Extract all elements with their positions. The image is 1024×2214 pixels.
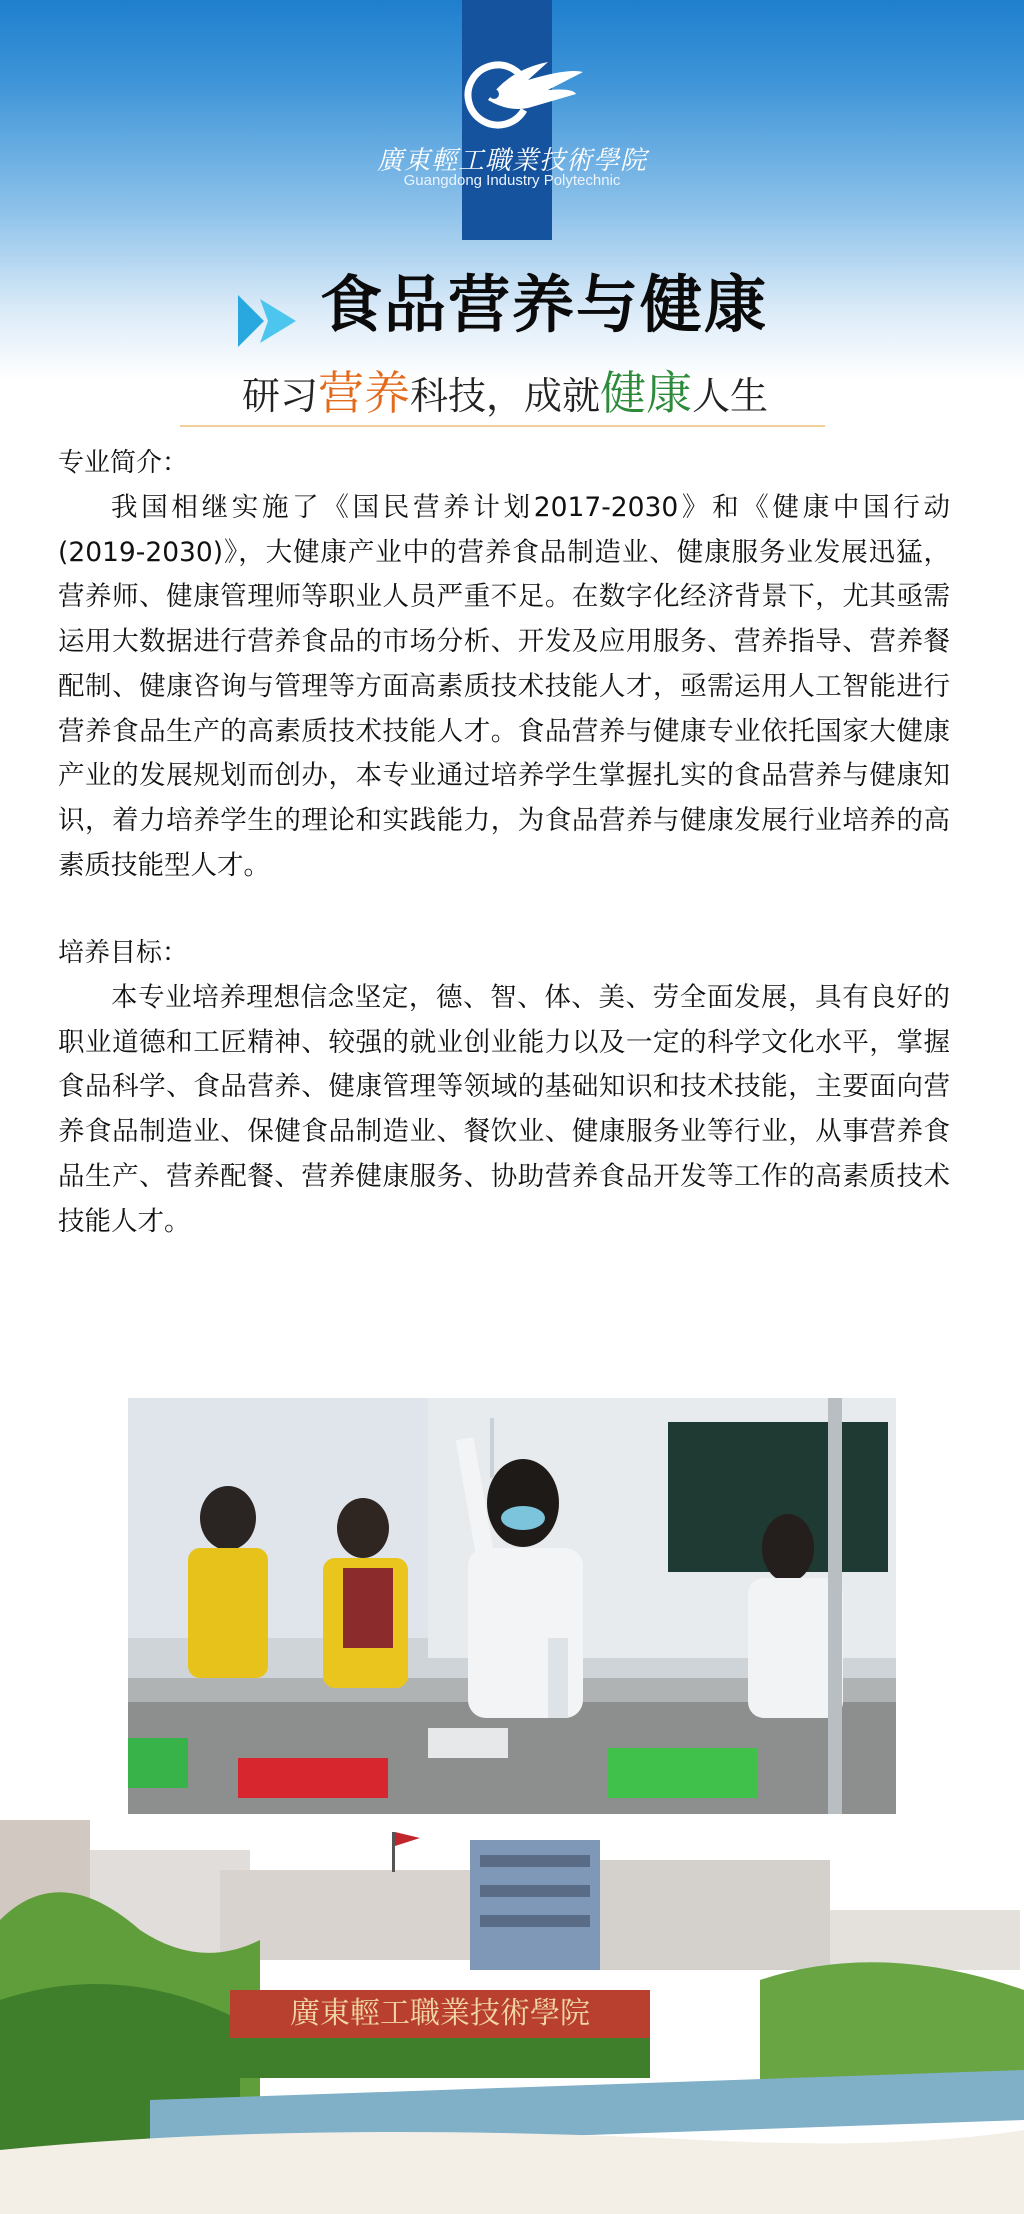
double-arrow-icon [238,295,304,347]
college-logo-icon [458,50,588,140]
goal-text: 本专业培养理想信念坚定，德、智、体、美、劳全面发展，具有良好的职业道德和工匠精神、较强的就业创业能力以及一定的科学文化水平，掌握食品科学、食品营养、健康管理等领域的基础知识和技术技能，主要面向营养食品制造业、保健食品制造业、餐饮业、健康服务业等行业，从事营养食品生产、营养配餐、营养健康服务、协助营养食品开发等工作的高素质技术技能人才。 [58,982,950,1237]
major-intro-section [58,440,950,888]
slogan-part: 科技，成就 [409,374,600,418]
lab-photo [128,1398,896,1814]
goal-heading: 培养目标： [58,938,189,968]
page-title: 食品营养与健康 [320,268,769,341]
college-name-chinese: 廣東輕工職業技術學院 [376,146,647,176]
intro-heading: 专业简介： [58,448,189,478]
slogan-part: 研习 [241,374,318,418]
intro-text: 我国相继实施了《国民营养计划2017-2030》和《健康中国行动(2019-2030)》，大健康产业中的营养食品制造业、健康服务业发展迅猛，营养师、健康管理师等职业人员严重不足。在数字化经济背景下，尤其亟需运用大数据进行营养食品的市场分析、开发及应用服务、营养指导、营养餐配制、健康咨询与管理等方面高素质技术技能人才，亟需运用人工智能进行营养食品生产的高素质技术技能人才。食品营养与健康专业依托国家大健康产业的发展规划而创办，本专业通过培养学生掌握扎实的食品营养与健康知识，着力培养学生的理论和实践能力，为食品营养与健康发展行业培养的高素质技能型人才。 [58,492,950,881]
slogan-highlight-health: 健康 [600,366,692,420]
campus-sign: 廣東輕工職業技術學院 [290,1996,590,2031]
training-goal-section [58,930,950,1244]
college-name-english: Guangdong Industry Polytechnic [403,172,621,189]
divider [180,425,825,427]
slogan [180,358,830,431]
campus-illustration [0,1820,1024,2214]
slogan-highlight-nutrition: 营养 [317,366,410,420]
slogan-part: 人生 [692,374,769,418]
